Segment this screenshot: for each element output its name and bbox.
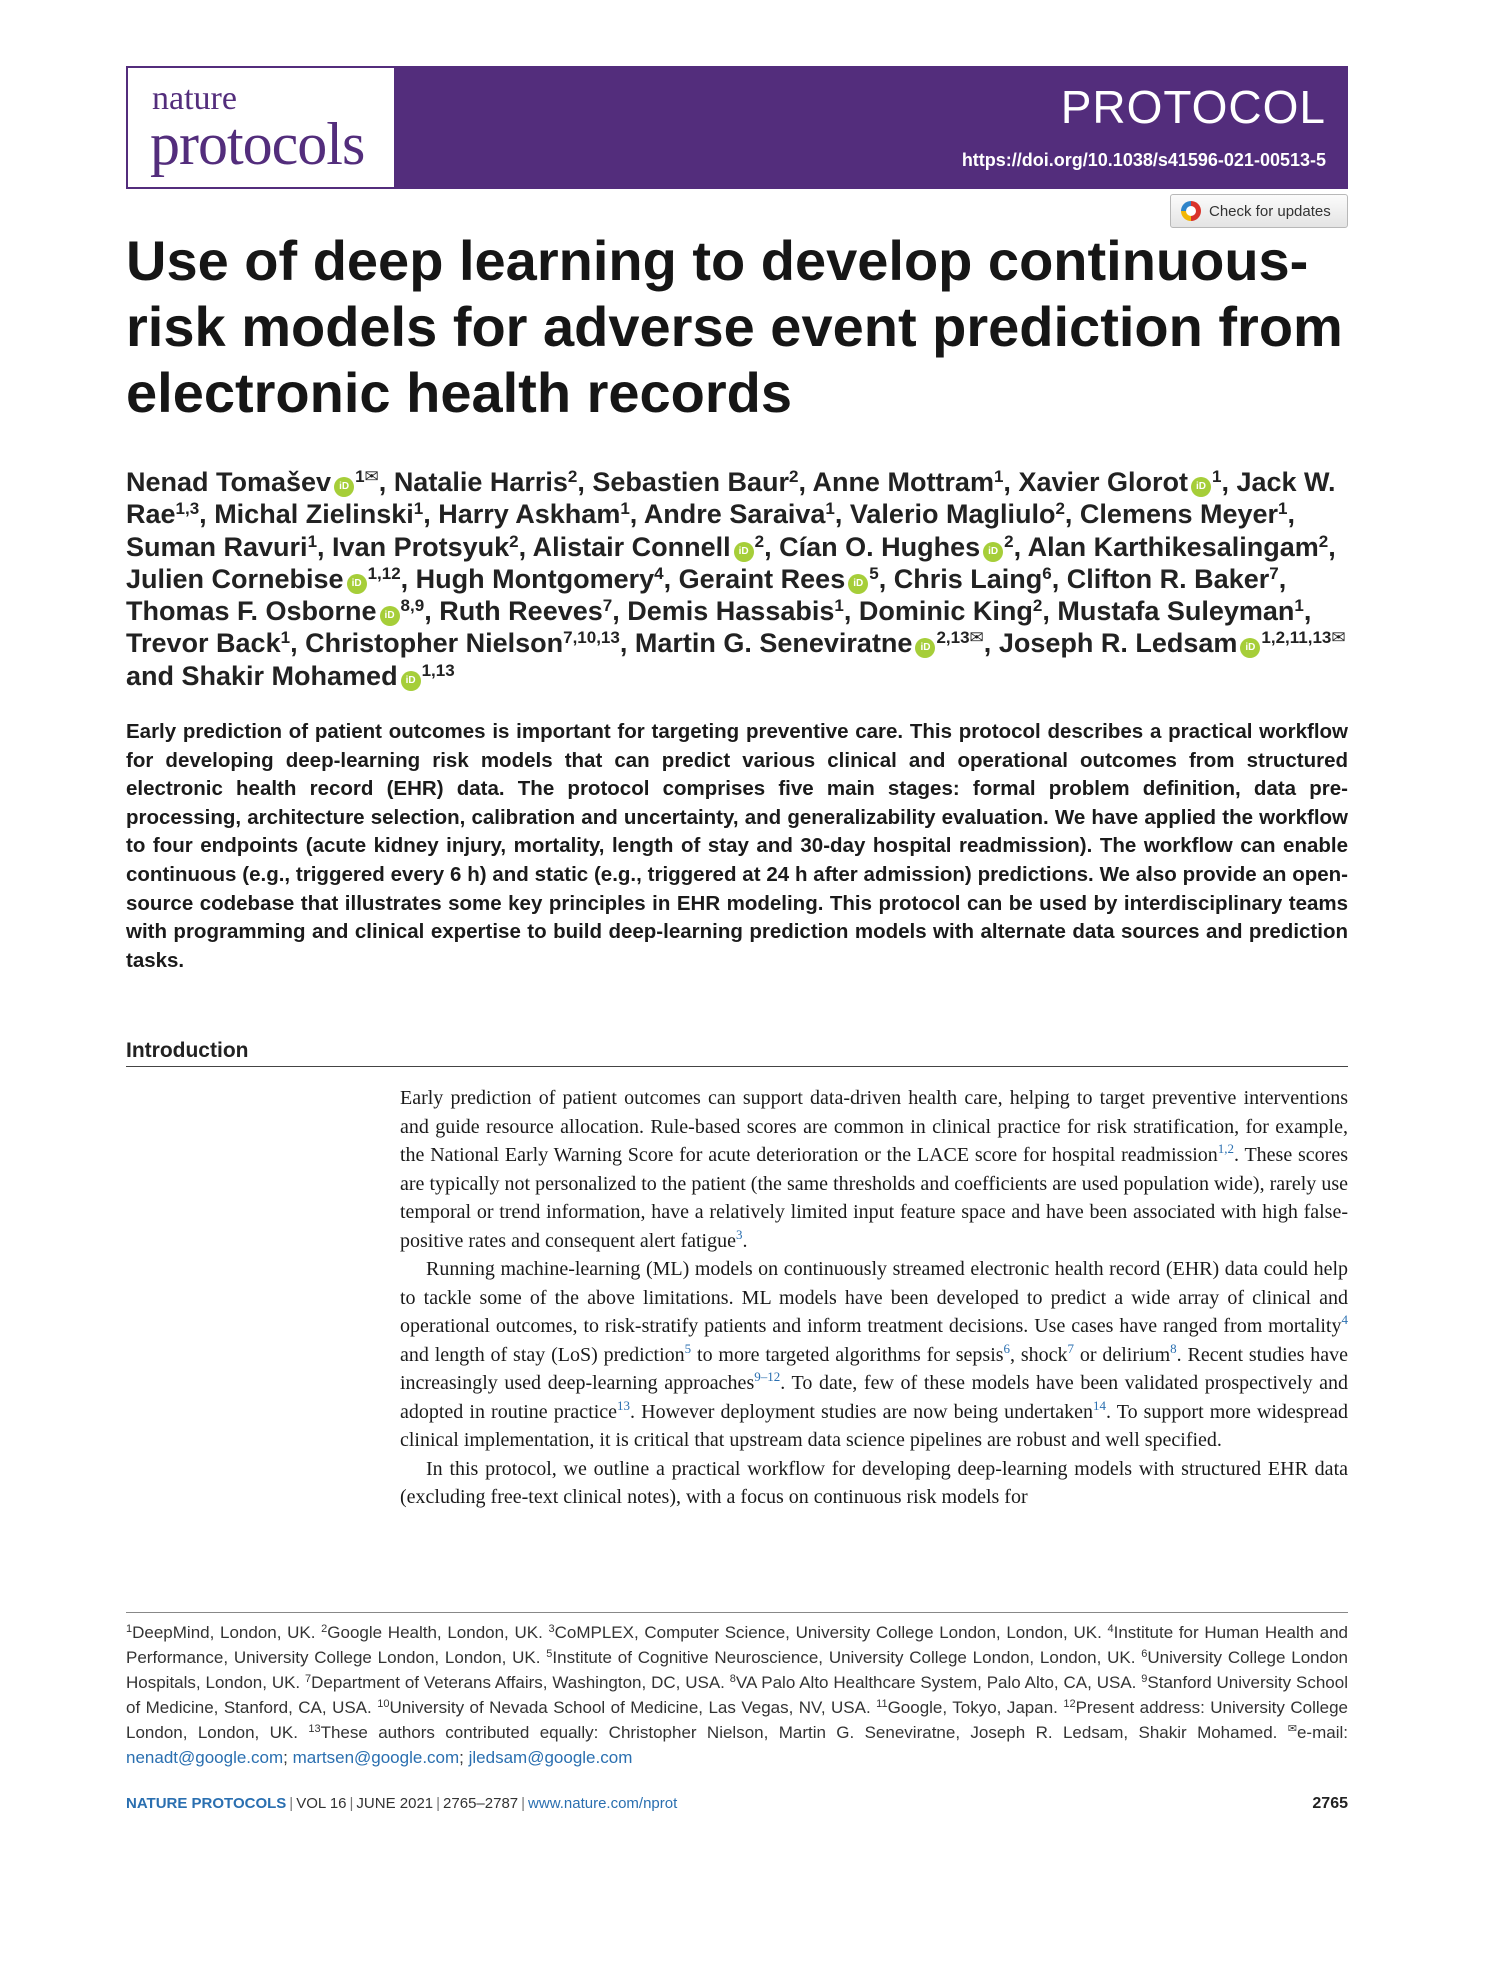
author-name[interactable]: Xavier Glorot — [1018, 467, 1188, 497]
orcid-icon[interactable]: iD — [380, 606, 400, 626]
author-affiliation: 1,12 — [367, 563, 401, 583]
affiliations-divider — [126, 1612, 1348, 1613]
author-name[interactable]: Valerio Magliulo — [849, 499, 1056, 530]
author-name[interactable]: Sebastien Baur — [592, 467, 789, 497]
orcid-icon[interactable]: iD — [334, 477, 354, 497]
author-affiliation: 2 — [788, 467, 799, 486]
section-heading-introduction: Introduction — [126, 1039, 249, 1062]
body-paragraph: Early prediction of patient outcomes can support data-driven health care, helping to target preventive interventions and guide resource allocation. Rule-based scores are common in clinical practice for risk stratification, for example, the National Early Warning Score for acute deterioration or the LACE score for hospital readmission$^{1,2}$. These scores are typically not personalized to the patient (the same thresholds and coefficients are used population wide), rarely use temporal or trend information, have a relatively limited input feature space and have been associated with high false-positive rates and consequent alert fatigue$^3$. — [400, 1087, 1348, 1252]
author-affiliation: 1 — [834, 596, 844, 616]
orcid-icon[interactable]: iD — [848, 574, 868, 594]
abstract: Early prediction of patient outcomes is important for targeting preventive care. This protocol describes a practical workflow for developing deep-learning risk models that can predict various clinical and operational outcomes from structured electronic health record (EHR) data. The protocol comprises five main stages: formal problem definition, data pre-processing, architecture selection, calibration and uncertainty, and generalizability evaluation. We have applied the workflow to four endpoints (acute kidney injury, mortality, length of stay and 30-day hospital readmission). The workflow can enable continuous (e.g., triggered every 6 h) and static (e.g., triggered at 24 h after admission) predictions. We also provide an open-source codebase that illustrates some key principles in EHR modeling. This protocol can be used by interdisciplinary teams with programming and clinical expertise to build deep-learning prediction models with alternate data sources and prediction tasks. — [126, 720, 1348, 972]
author-name[interactable]: Trevor Back — [126, 628, 281, 659]
email-icon[interactable]: ✉ — [364, 467, 379, 486]
author-affiliation: 1,13 — [421, 660, 455, 680]
footer-url[interactable]: www.nature.com/nprot — [528, 1795, 678, 1812]
author-affiliation: 1 — [1278, 499, 1288, 519]
author-affiliation: 6 — [1042, 563, 1052, 583]
citation-ref[interactable]: 5 — [684, 1340, 692, 1356]
citation-ref[interactable]: 6 — [1003, 1340, 1011, 1356]
author-affiliation: 1 — [307, 531, 318, 551]
citation-ref[interactable]: 4 — [1341, 1312, 1348, 1327]
article-type: PROTOCOL — [1060, 81, 1326, 133]
crossmark-icon — [1181, 201, 1201, 221]
email-link[interactable]: nenadt@google.com — [126, 1748, 284, 1767]
author-name[interactable]: Ruth Reeves — [439, 596, 603, 627]
author-affiliation: 2 — [1318, 531, 1329, 551]
email-icon: ✉ — [1287, 1723, 1297, 1735]
author-name[interactable]: Chris Laing — [893, 563, 1043, 594]
citation-ref[interactable]: 14 — [1093, 1397, 1107, 1413]
citation-ref[interactable]: 7 — [1067, 1340, 1075, 1356]
author-name[interactable]: Hugh Montgomery — [415, 563, 655, 594]
author-name[interactable]: Suman Ravuri — [126, 531, 308, 562]
affiliation-text: Present address: University College London, London, UK. — [126, 1698, 1348, 1742]
author-affiliation: 1,3 — [175, 499, 200, 519]
author-affiliation: 2 — [754, 531, 765, 551]
journal-header — [126, 66, 1348, 189]
citation-ref[interactable]: 13 — [617, 1397, 631, 1413]
citation-ref[interactable]: 1,2 — [1217, 1141, 1235, 1156]
author-name[interactable]: Andre Saraiva — [643, 499, 826, 530]
body-paragraph: In this protocol, we outline a practical workflow for developing deep-learning models with structured EHR data (excluding free-text clinical notes), with a focus on continuous risk models for — [400, 1457, 1348, 1508]
author-name[interactable]: Demis Hassabis — [627, 596, 835, 627]
author-name[interactable]: Clifton R. Baker — [1066, 563, 1270, 594]
affiliation-number: 5 — [546, 1648, 553, 1660]
author-affiliation: 1 — [413, 499, 424, 519]
author-name[interactable]: Joseph R. Ledsam — [998, 628, 1238, 659]
author-name[interactable]: Martin G. Seneviratne — [634, 628, 913, 659]
author-name[interactable]: Nenad Tomašev — [126, 467, 332, 497]
author-affiliation: 1 — [355, 467, 365, 486]
author-affiliation: 2 — [509, 531, 519, 551]
author-list: Nenad Tomašev $iD^{1✉}$, Natalie Harris$^2$, Sebastien Baur$^2$, Anne Mottram$^1$, Xavier Glorot $iD^1$, Jack W. Rae$^{1,3}$, Michal Zielinski$^1$, Harry Askham$^1$, Andre Saraiva$^1$, Valerio Magliulo$^2$, Clemens Meyer$^1$, Suman Ravuri$^1$, Ivan Protsyuk$^2$, Alistair Connell $iD^2$, Cían O. Hughes $iD^2$, Alan Karthikesalingam$^2$, Julien Cornebise iD$^{1,12}$, Hugh Montgomery$^4$, Geraint Rees $iD^5$, Chris Laing$^6$, Clifton R. Baker$^7$, Thomas F. Osborne iD$^{8,9}$, Ruth Reeves$^7$, Demis Hassabis$^1$, Dominic King$^2$, Mustafa Suleyman$^1$, Trevor Back$^1$, Christopher Nielson$^{7,10,13}$, Martin G. Seneviratne $iD^{2,13✉}$, Joseph R. Ledsam $iD^{1,2,11,13✉}$ and Shakir Mohamed iD$^{1,13}$ — [126, 467, 1346, 691]
orcid-icon[interactable]: iD — [915, 638, 935, 658]
author-affiliation: 2 — [1032, 596, 1043, 616]
author-name[interactable]: Jack W. Rae — [126, 467, 1336, 530]
author-affiliation: 1 — [1212, 467, 1222, 486]
author-affiliation: 1 — [280, 628, 291, 648]
body-paragraph: Running machine-learning (ML) models on continuously streamed electronic health record (EHR) data could help to tackle some of the above limitations. ML models have been developed to predict a wide array of clinical and operational outcomes, to risk-stratify patients and inform treatment decisions. Use cases have ranged from mortality$^4$ and length of stay (LoS) prediction$^5$ to more targeted algorithms for sepsis$^6$, shock$^7$ or delirium$^8$. Recent studies have increasingly used deep-learning approaches$^{9-12}$. To date, few of these models have been validated prospectively and adopted in routine practice$^{13}$. However deployment studies are now being undertaken$^{14}$. To support more widespread clinical implementation, it is critical that upstream data science pipelines are robust and well specified. — [400, 1258, 1349, 1451]
affiliation-text: Department of Veterans Affairs, Washington, DC, USA. — [311, 1673, 730, 1692]
affiliation-number: 7 — [305, 1673, 312, 1685]
author-affiliation: 2 — [567, 467, 578, 486]
author-name[interactable]: Alistair Connell — [532, 531, 731, 562]
check-for-updates-label: Check for updates — [1209, 202, 1331, 220]
affiliation-text: These authors contributed equally: Christopher Nielson, Martin G. Seneviratne, Joseph R. Ledsam, Shakir Mohamed. — [320, 1723, 1288, 1742]
author-affiliation: 5 — [869, 563, 879, 583]
affiliations: $^1$DeepMind, London, UK. $^2$Google Health, London, UK. $^3$CoMPLEX, Computer Science, University College London, London, UK. $^4$Institute for Human Health and Performance, University College London, London, UK. $^5$Institute of Cognitive Neuroscience, University College London, London, UK. $^6$University College London Hospitals, London, UK. $^7$Department of Veterans Affairs, Washington, DC, USA. $^8$VA Palo Alto Healthcare System, Palo Alto, CA, USA. $^9$Stanford University School of Medicine, Stanford, CA, USA. $^{10}$University of Nevada School of Medicine, Las Vegas, NV, USA. $^{11}$Google, Tokyo, Japan. $^{12}$Present address: University College London, London, UK. $^{13}$These authors contributed equally: Christopher Nielson, Martin G. Seneviratne, Joseph R. Ledsam, Shakir Mohamed. ✉e-mail: nenadt@google.com; martsen@google.com; jledsam@google.com — [126, 1623, 1348, 1767]
affiliation-text: University of Nevada School of Medicine, Las Vegas, NV, USA. — [389, 1698, 877, 1717]
footer-volume: VOL 16 — [296, 1795, 347, 1812]
affiliation-text: DeepMind, London, UK. — [132, 1623, 322, 1642]
orcid-icon[interactable]: iD — [1191, 477, 1211, 497]
author-name[interactable]: Dominic King — [858, 596, 1033, 627]
affiliation-number: 3 — [548, 1623, 555, 1635]
author-affiliation: 1 — [620, 499, 630, 519]
logo-nature-text: nature — [152, 80, 237, 117]
author-name[interactable]: Cían O. Hughes — [779, 531, 981, 562]
affiliation-number: 10 — [377, 1698, 390, 1710]
affiliation-text: CoMPLEX, Computer Science, University College London, London, UK. — [554, 1623, 1108, 1642]
footer-date: JUNE 2021 — [356, 1795, 434, 1812]
affiliation-number: 8 — [729, 1673, 736, 1685]
doi-link[interactable]: https://doi.org/10.1038/s41596-021-00513-5 — [961, 150, 1326, 170]
affiliation-text: Google, Tokyo, Japan. — [887, 1698, 1064, 1717]
page-number: 2765 — [1312, 1795, 1348, 1812]
affiliation-number: 12 — [1063, 1698, 1076, 1710]
contact-label: e-mail: — [1296, 1723, 1348, 1742]
citation-ref[interactable]: 9–12 — [754, 1369, 781, 1384]
affiliation-text: University College London Hospitals, London, UK. — [126, 1648, 1348, 1692]
author-name[interactable]: Julien Cornebise — [126, 563, 344, 594]
author-affiliation: 1 — [1294, 596, 1304, 616]
affiliation-text: Institute for Human Health and Performance, University College London, London, UK. — [126, 1623, 1348, 1667]
author-name[interactable]: Harry Askham — [438, 499, 621, 530]
author-name[interactable]: Mustafa Suleyman — [1057, 596, 1295, 627]
citation-ref[interactable]: 3 — [736, 1226, 743, 1242]
affiliation-text: Institute of Cognitive Neuroscience, University College London, London, UK. — [552, 1648, 1142, 1667]
email-icon[interactable]: ✉ — [1331, 628, 1346, 648]
author-name[interactable]: Ivan Protsyuk — [332, 531, 510, 562]
author-affiliation: 2 — [1055, 499, 1065, 519]
author-name[interactable]: Thomas F. Osborne — [126, 596, 377, 627]
email-link[interactable]: martsen@google.com — [292, 1748, 460, 1767]
affiliation-number: 11 — [876, 1698, 888, 1710]
email-link[interactable]: jledsam@google.com — [468, 1748, 633, 1767]
author-name[interactable]: Anne Mottram — [812, 467, 994, 497]
affiliation-number: 13 — [308, 1723, 321, 1735]
author-affiliation: 2,13 — [936, 628, 970, 648]
article-type-banner — [396, 66, 1348, 189]
author-name[interactable]: Clemens Meyer — [1079, 499, 1279, 530]
page-footer: NATURE PROTOCOLS | VOL 16 | JUNE 2021 | 2765–2787 | www.nature.com/nprot — [126, 1795, 678, 1812]
author-name[interactable]: Michal Zielinski — [214, 499, 414, 530]
orcid-icon[interactable]: iD — [1240, 638, 1260, 658]
author-affiliation: 7 — [1269, 563, 1279, 583]
introduction-body — [400, 1084, 1348, 1512]
orcid-icon[interactable]: iD — [347, 574, 367, 594]
author-name[interactable]: Geraint Rees — [678, 563, 846, 594]
author-name[interactable]: Alan Karthikesalingam — [1027, 531, 1319, 562]
author-affiliation: 1 — [993, 467, 1004, 486]
footer-pages: 2765–2787 — [443, 1795, 519, 1812]
affiliation-number: 2 — [321, 1623, 328, 1635]
affiliation-number: 9 — [1141, 1673, 1148, 1685]
affiliation-text: VA Palo Alto Healthcare System, Palo Alto, CA, USA. — [735, 1673, 1142, 1692]
check-for-updates-button[interactable] — [1170, 194, 1348, 228]
orcid-icon[interactable]: iD — [983, 542, 1003, 562]
author-name[interactable]: Shakir Mohamed — [181, 660, 398, 691]
author-affiliation: 4 — [654, 563, 664, 583]
author-affiliation: 8,9 — [400, 596, 425, 616]
author-affiliation: 1 — [825, 499, 835, 519]
citation-ref[interactable]: 8 — [1170, 1340, 1177, 1356]
footer-journal: NATURE PROTOCOLS — [126, 1795, 287, 1812]
author-name[interactable]: Natalie Harris — [393, 467, 568, 497]
logo-protocols-text: protocols — [150, 111, 365, 177]
author-affiliation: 2 — [1004, 531, 1014, 551]
author-affiliation: 7 — [602, 596, 613, 616]
affiliation-number: 6 — [1141, 1648, 1148, 1660]
email-icon[interactable]: ✉ — [969, 628, 984, 648]
journal-logo[interactable] — [126, 66, 396, 189]
section-divider — [126, 1066, 1348, 1067]
author-affiliation: 7,10,13 — [563, 628, 620, 648]
affiliation-text: Google Health, London, UK. — [327, 1623, 549, 1642]
orcid-icon[interactable]: iD — [734, 542, 754, 562]
article-title: Use of deep learning to develop continuous-risk models for adverse event prediction from electronic health records — [126, 229, 1343, 424]
affiliation-number: 4 — [1107, 1623, 1114, 1635]
orcid-icon[interactable]: iD — [401, 671, 421, 691]
author-affiliation: 1,2,11,13 — [1261, 628, 1332, 648]
author-name[interactable]: Christopher Nielson — [305, 628, 564, 659]
affiliation-number: 1 — [126, 1623, 133, 1635]
affiliation-text: Stanford University School of Medicine, Stanford, CA, USA. — [126, 1673, 1348, 1717]
